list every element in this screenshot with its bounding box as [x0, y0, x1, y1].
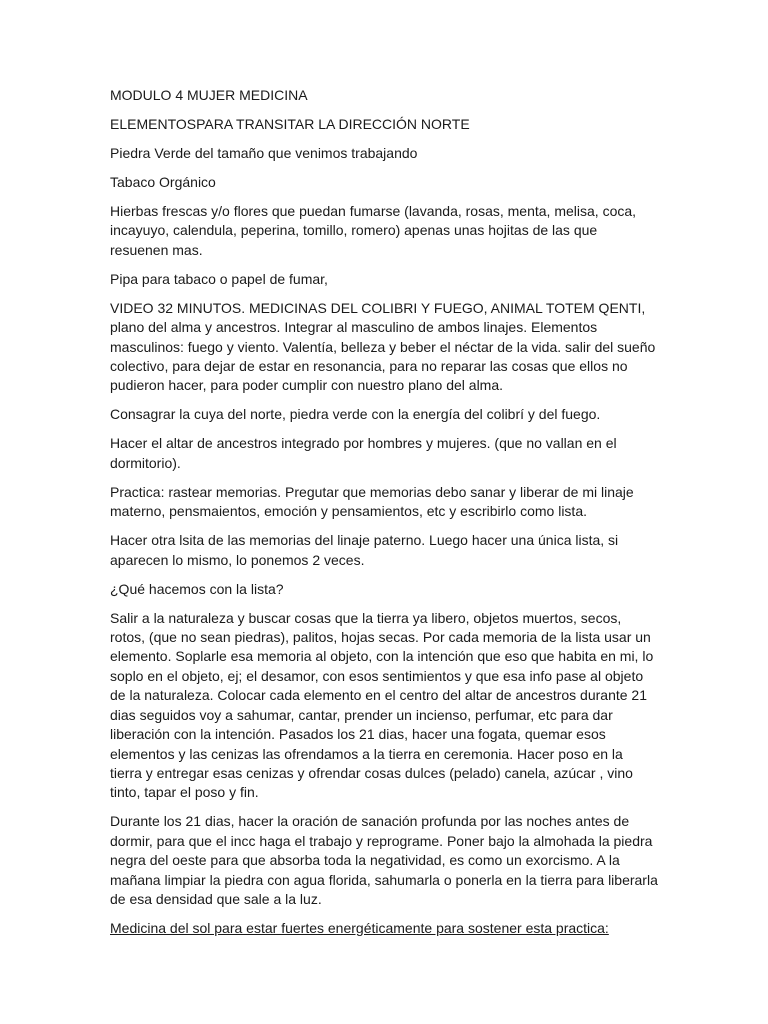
module-title: MODULO 4 MUJER MEDICINA	[110, 87, 308, 103]
materials-item-tobacco: Tabaco Orgánico	[110, 174, 216, 190]
sun-medicine-heading: Medicina del sol para estar fuertes energéticamente para sostener esta practica:	[110, 919, 609, 936]
consecrate-paragraph: Consagrar la cuya del norte, piedra verde con la energía del colibrí y del fuego.	[110, 406, 601, 423]
materials-item-stone: Piedra Verde del tamaño que venimos trabajando	[110, 145, 418, 161]
video-description-paragraph: VIDEO 32 MINUTOS. MEDICINAS DEL COLIBRI Y FUEGO, ANIMAL TOTEM QENTI, plano del alma y ancestros. Integrar al masculino de ambos linajes. Elementos masculinos: fuego y viento. Valentía, belleza y beber el néctar de la vida. salir del sueño colectivo, para dejar de estar en resonancia, para no reparar las cosas que ellos no pudieron hacer, para poder cumplir con nuestro plano del alma.	[110, 299, 656, 394]
list-question: ¿Qué hacemos con la lista?	[110, 580, 284, 597]
altar-paragraph: Hacer el altar de ancestros integrado por hombres y mujeres. (que no vallan en el dormitorio).	[110, 435, 617, 471]
materials-item-herbs: Hierbas frescas y/o flores que puedan fumarse (lavanda, rosas, menta, melisa, coca, incayuyo, calendula, peperina, tomillo, romero) apenas unas hojitas de las que resuenen mas.	[110, 203, 637, 258]
document-page	[110, 86, 658, 948]
paternal-list-paragraph: Hacer otra lsita de las memorias del linaje paterno. Luego hacer una única lista, si aparecen lo mismo, lo ponemos 2 veces.	[110, 532, 619, 568]
nature-ritual-paragraph: Salir a la naturaleza y buscar cosas que la tierra ya libero, objetos muertos, secos, rotos, (que no sean piedras), palitos, hojas secas. Por cada memoria de la lista usar un elemento. Soplarle esa memoria al objeto, con la intención que eso que habita en mi, lo soplo en el objeto, ej; el desamor, con esos sentimientos y que esa info pase al objeto de la naturaleza. Colocar cada elemento en el centro del altar de ancestros durante 21 dias seguidos voy a sahumar, cantar, prender un incienso, perfumar, etc para dar liberación con la intención. Pasados los 21 dias, hacer una fogata, quemar esos elementos y las cenizas las ofrendamos a la tierra en ceremonia. Hacer poso en la tierra y entregar esas cenizas y ofrendar cosas dulces (pelado) canela, azúcar , vino tinto, tapar el poso y fin.	[110, 609, 654, 801]
prayer-paragraph: Durante los 21 dias, hacer la oración de sanación profunda por las noches antes de dormir, para que el incc haga el trabajo y reprograme. Poner bajo la almohada la piedra negra del oeste para que absorba toda la negatividad, es como un exorcismo. A la mañana limpiar la piedra con agua florida, sahumarla o ponerla en la tierra para liberarla de esa densidad que sale a la luz.	[110, 813, 658, 907]
section-title: ELEMENTOSPARA TRANSITAR LA DIRECCIÓN NORTE	[110, 116, 470, 132]
practice-paragraph: Practica: rastear memorias. Pregutar que memorias debo sanar y liberar de mi linaje materno, pensmaientos, emoción y pensamientos, etc y escribirlo como lista.	[110, 483, 634, 520]
materials-item-pipe: Pipa para tabaco o papel de fumar,	[110, 270, 328, 287]
